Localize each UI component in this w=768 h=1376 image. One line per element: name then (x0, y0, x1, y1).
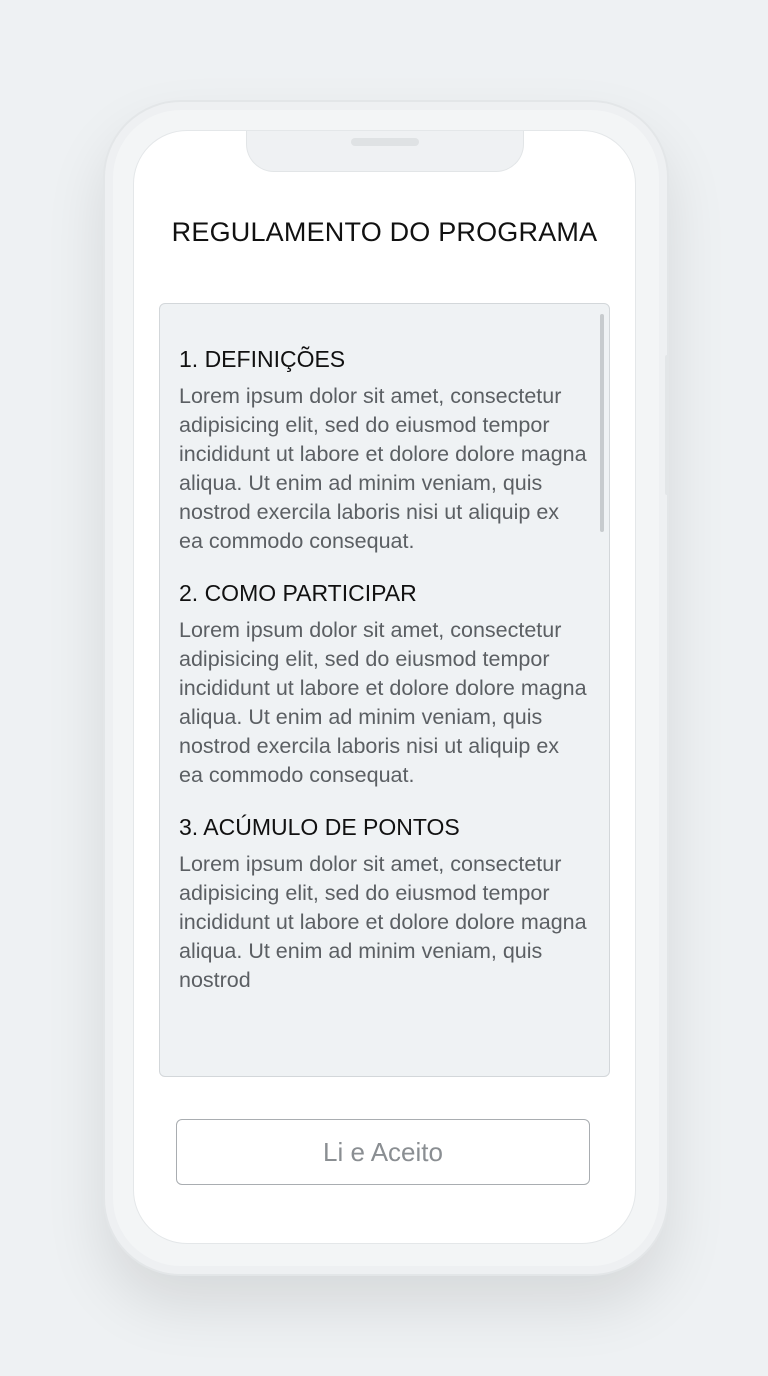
volume-down-button (97, 440, 101, 515)
notch (246, 130, 524, 172)
power-button (665, 355, 669, 495)
phone-screen (133, 130, 636, 1244)
section-body: Lorem ipsum dolor sit amet, consectetur adipisicing elit, sed do eiusmod tempor incididunt ut labore et dolore dolore magna aliqua. Ut enim ad minim veniam, quis nostrod exercila laboris nisi ut aliquip ex ea commodo consequat. (179, 384, 587, 553)
mute-switch (97, 255, 101, 295)
terms-section-acumulo-de-pontos (179, 812, 587, 995)
section-body: Lorem ipsum dolor sit amet, consectetur adipisicing elit, sed do eiusmod tempor incididunt ut labore et dolore dolore magna aliqua. Ut enim ad minim veniam, quis nostrod (179, 852, 587, 992)
terms-section-como-participar (179, 578, 587, 790)
section-heading: 1. DEFINIÇÕES (179, 346, 346, 372)
section-heading: 3. ACÚMULO DE PONTOS (179, 814, 460, 840)
scrollbar[interactable] (600, 314, 604, 532)
section-heading: 2. COMO PARTICIPAR (179, 580, 417, 606)
terms-content (179, 344, 587, 1017)
speaker-grille (351, 138, 419, 146)
terms-section-definicoes (179, 344, 587, 556)
section-body: Lorem ipsum dolor sit amet, consectetur adipisicing elit, sed do eiusmod tempor incididunt ut labore et dolore dolore magna aliqua. Ut enim ad minim veniam, quis nostrod exercila laboris nisi ut aliquip ex ea commodo consequat. (179, 618, 587, 787)
volume-up-button (97, 340, 101, 415)
page-title: REGULAMENTO DO PROGRAMA (171, 217, 598, 247)
terms-scroll-panel[interactable] (159, 303, 610, 1077)
accept-button[interactable]: Li e Aceito (176, 1119, 590, 1185)
